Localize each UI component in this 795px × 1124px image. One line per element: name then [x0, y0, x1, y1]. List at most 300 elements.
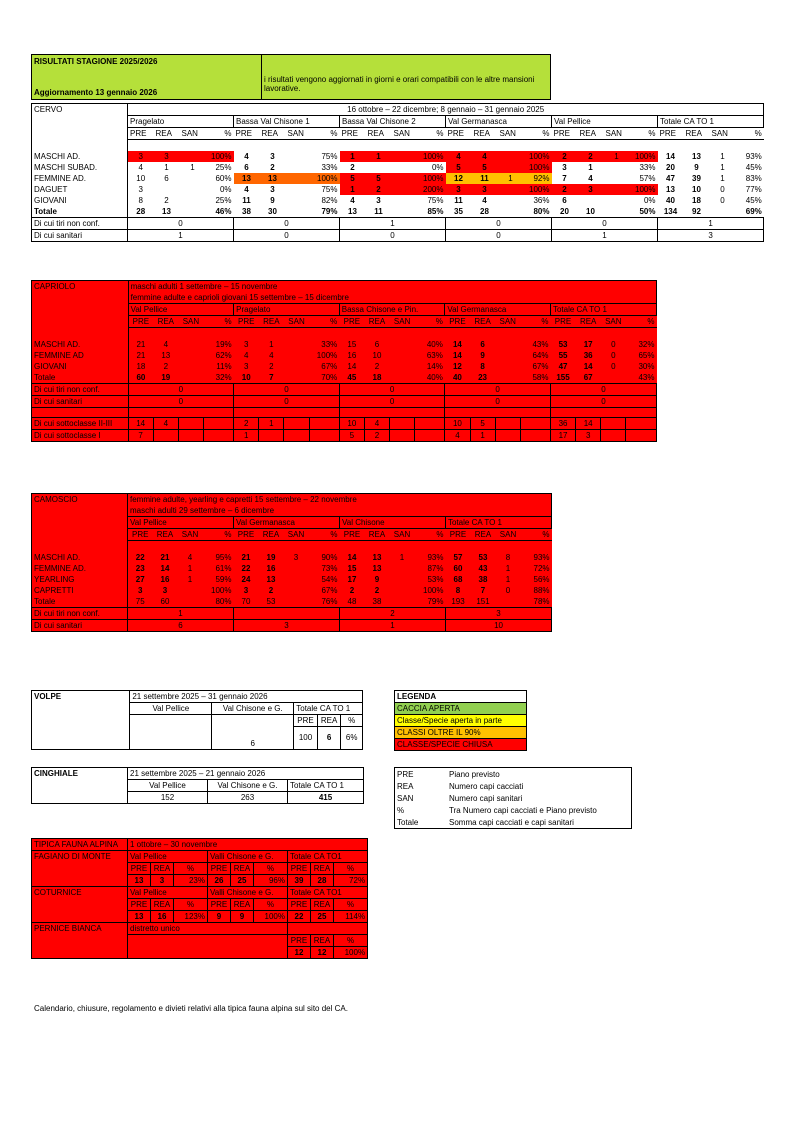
camoscio-cell: [390, 585, 415, 596]
camoscio-cell: [284, 574, 309, 585]
cervo-cell: 13: [234, 173, 260, 184]
cervo-cell: 33%: [630, 162, 658, 173]
capriolo-sotto-cell: 4: [153, 418, 178, 430]
cell: [178, 418, 203, 430]
camoscio-cell: [284, 596, 309, 608]
camoscio-cell: 87%: [415, 563, 446, 574]
cervo-cell: [604, 162, 630, 173]
col-header: SAN: [286, 128, 312, 140]
capriolo-cell: 4: [153, 339, 178, 350]
camoscio-sub-cell: 10: [446, 620, 552, 632]
camoscio-cell: 13: [365, 552, 390, 563]
col-header: SAN: [710, 128, 736, 140]
cervo-cell: 100%: [524, 162, 552, 173]
table-row: [32, 430, 657, 442]
camoscio-cell: 1: [178, 574, 203, 585]
col-header: SAN: [498, 128, 524, 140]
cervo-cell: 10: [684, 184, 710, 195]
cervo-cell: 47: [658, 173, 684, 184]
cell: [128, 140, 154, 152]
col-header: REA: [231, 863, 254, 875]
cervo-cell: 3: [260, 151, 286, 162]
cervo-cell: [286, 173, 312, 184]
coturnice-cell: 13: [128, 911, 151, 923]
cervo-cell: [286, 151, 312, 162]
camoscio-cell: [496, 596, 521, 608]
table-row: [395, 780, 632, 792]
cervo-cell: 0: [710, 184, 736, 195]
camoscio-cell: 3: [234, 585, 259, 596]
camoscio-table: [31, 493, 552, 632]
cell: [154, 140, 180, 152]
col-header: PRE: [208, 863, 231, 875]
table-row: [32, 339, 657, 350]
cervo-cell: [286, 195, 312, 206]
season-title: RISULTATI STAGIONE 2025/2026: [34, 57, 158, 66]
camoscio-sub-label: Di cui tiri non conf.: [32, 608, 128, 620]
cell: [415, 418, 445, 430]
capriolo-cell: [284, 339, 309, 350]
capriolo-cell: [495, 350, 520, 361]
camoscio-cell: 1: [178, 563, 203, 574]
coturnice-cell: 25: [311, 911, 334, 923]
capriolo-sub-label: Di cui sanitari: [32, 396, 129, 408]
capriolo-sotto-cell: 2: [364, 430, 389, 442]
col-header: SAN: [390, 316, 415, 328]
cell: [32, 875, 128, 887]
capriolo-cell: 12: [445, 361, 470, 372]
col-header: REA: [471, 529, 496, 541]
fagiano-area-1: Valli Chisone e G.: [208, 851, 288, 863]
cervo-row-label: Totale: [32, 206, 128, 218]
capriolo-cell: 14: [339, 361, 364, 372]
cervo-cell: 1: [710, 162, 736, 173]
coturnice-cell: 123%: [174, 911, 208, 923]
camoscio-cell: 68: [446, 574, 471, 585]
camoscio-cell: 48: [340, 596, 365, 608]
cervo-cell: 1: [340, 184, 366, 195]
table-row: [32, 608, 552, 620]
cell: [630, 140, 658, 152]
camoscio-cell: 70: [234, 596, 259, 608]
cell: [284, 328, 309, 340]
capriolo-sub-cell: 0: [550, 396, 656, 408]
col-header: PRE: [128, 863, 151, 875]
table-row: [32, 372, 657, 384]
table-row: [32, 173, 764, 184]
col-header: REA: [259, 316, 284, 328]
cell: [550, 328, 575, 340]
camoscio-cell: 15: [340, 563, 365, 574]
camoscio-cell: [284, 585, 309, 596]
cell: [32, 863, 128, 875]
capriolo-sub-cell: 0: [445, 384, 551, 396]
col-header: PRE: [234, 128, 260, 140]
cervo-cell: 75%: [312, 151, 340, 162]
cell: [288, 923, 368, 935]
cervo-area-3: Val Germanasca: [446, 116, 552, 128]
cell: [366, 140, 392, 152]
camoscio-cell: 67%: [309, 585, 340, 596]
cervo-cell: 20: [552, 206, 578, 218]
capriolo-period-1: maschi adulti 1 settembre – 15 novembre: [128, 281, 656, 293]
capriolo-cell: 15: [339, 339, 364, 350]
capriolo-sotto-label: Di cui sottoclasse II-III: [32, 418, 129, 430]
capriolo-cell: 2: [153, 361, 178, 372]
camoscio-cell: 61%: [203, 563, 234, 574]
camoscio-cell: 14: [153, 563, 178, 574]
camoscio-period-2: maschi adulti 29 settembre – 6 dicembre: [128, 505, 552, 517]
col-header: REA: [578, 128, 604, 140]
cervo-cell: [604, 184, 630, 195]
capriolo-cell: 1: [259, 339, 284, 350]
abbrev-desc: Piano previsto: [449, 769, 500, 779]
cervo-cell: [286, 184, 312, 195]
capriolo-cell: 100%: [309, 350, 339, 361]
cervo-cell: 93%: [736, 151, 764, 162]
cervo-cell: 85%: [418, 206, 446, 218]
col-header: SAN: [284, 529, 309, 541]
capriolo-sotto-cell: 4: [445, 430, 470, 442]
cervo-area-0: Pragelato: [128, 116, 234, 128]
cell: [472, 140, 498, 152]
col-header: PRE: [128, 316, 153, 328]
camoscio-cell: 59%: [203, 574, 234, 585]
cell: [32, 292, 129, 304]
volpe-period: 21 settembre 2025 – 31 gennaio 2026: [130, 691, 363, 703]
capriolo-cell: [178, 361, 203, 372]
capriolo-cell: 14: [576, 361, 601, 372]
cell: [390, 418, 415, 430]
camoscio-cell: 38: [471, 574, 496, 585]
camoscio-cell: 16: [153, 574, 178, 585]
cell: [178, 430, 203, 442]
cervo-cell: 9: [260, 195, 286, 206]
table-row: [32, 350, 657, 361]
col-header: PRE: [552, 128, 578, 140]
col-header: PRE: [208, 899, 231, 911]
capriolo-row-label: Totale: [32, 372, 129, 384]
capriolo-cell: 10: [364, 350, 389, 361]
capriolo-row-label: GIOVANI: [32, 361, 129, 372]
capriolo-title: CAPRIOLO: [32, 281, 129, 293]
col-header: PRE: [446, 128, 472, 140]
camoscio-cell: 1: [496, 574, 521, 585]
capriolo-cell: 60: [128, 372, 153, 384]
cell: [471, 541, 496, 553]
capriolo-sotto-cell: 17: [550, 430, 575, 442]
col-header: SAN: [495, 316, 520, 328]
pernice-cell: 100%: [334, 947, 368, 959]
cervo-cell: [180, 195, 206, 206]
table-row: [32, 304, 657, 316]
fagiano-area-0: Val Pellice: [128, 851, 208, 863]
capriolo-cell: [284, 361, 309, 372]
camoscio-cell: 1: [496, 563, 521, 574]
col-header: PRE: [340, 529, 365, 541]
table-row: [32, 140, 764, 152]
capriolo-cell: 40: [445, 372, 470, 384]
cervo-sub-label: Di cui tiri non conf.: [32, 218, 128, 230]
coturnice-label: COTURNICE: [32, 887, 128, 899]
camoscio-cell: 78%: [521, 596, 552, 608]
cell: [153, 328, 178, 340]
camoscio-cell: 3: [284, 552, 309, 563]
table-row: [32, 563, 552, 574]
cell: [234, 140, 260, 152]
col-header: PRE: [288, 863, 311, 875]
camoscio-cell: 8: [446, 585, 471, 596]
cervo-cell: 9: [684, 162, 710, 173]
table-row: [395, 804, 632, 816]
cervo-cell: 13: [260, 173, 286, 184]
table-row: [32, 328, 657, 340]
col-header: SAN: [601, 316, 626, 328]
camoscio-period-1: femmine adulte, yearling e capretti 15 settembre – 22 novembre: [128, 494, 552, 506]
capriolo-cell: [178, 339, 203, 350]
capriolo-cell: [390, 350, 415, 361]
cervo-cell: 2: [340, 162, 366, 173]
table-row: [32, 887, 368, 899]
cell: [284, 430, 309, 442]
col-header: PRE: [234, 316, 259, 328]
capriolo-sotto-cell: 1: [234, 430, 259, 442]
header-box: [31, 54, 551, 100]
volpe-col-pct: %: [341, 715, 363, 727]
capriolo-sotto-label: Di cui sottoclasse I: [32, 430, 129, 442]
footer-note: Calendario, chiusure, regolamento e divieti relativi alla tipica fauna alpina sul sito del CA.: [34, 1004, 348, 1013]
cell: [550, 408, 656, 418]
capriolo-cell: 3: [234, 339, 259, 350]
cervo-sub-label: Di cui sanitari: [32, 230, 128, 242]
col-header: REA: [365, 529, 390, 541]
abbrev-key: %: [397, 805, 405, 815]
cell: [495, 430, 520, 442]
tipica-title: TIPICA FAUNA ALPINA: [32, 839, 128, 851]
abbrev-key: Totale: [397, 817, 419, 827]
col-header: PRE: [128, 529, 153, 541]
col-header: PRE: [128, 128, 154, 140]
table-row: [32, 899, 368, 911]
legenda-chiusa: CLASSE/SPECIE CHIUSA: [395, 739, 527, 751]
cell: [446, 140, 472, 152]
capriolo-cell: 43%: [520, 339, 550, 350]
cervo-sub-cell: 0: [234, 230, 340, 242]
coturnice-cell: 9: [231, 911, 254, 923]
cervo-cell: 18: [684, 195, 710, 206]
table-row: [32, 361, 657, 372]
capriolo-cell: 17: [576, 339, 601, 350]
capriolo-cell: 4: [234, 350, 259, 361]
tipica-table: [31, 838, 368, 959]
camoscio-sub-cell: 3: [446, 608, 552, 620]
col-header: REA: [154, 128, 180, 140]
col-header: REA: [311, 935, 334, 947]
abbrev-desc: Numero capi sanitari: [449, 793, 523, 803]
cervo-cell: 3: [260, 184, 286, 195]
cervo-cell: [710, 206, 736, 218]
camoscio-cell: 14: [340, 552, 365, 563]
cervo-row-label: FEMMINE AD.: [32, 173, 128, 184]
table-row: [32, 384, 657, 396]
cell: [445, 408, 551, 418]
capriolo-cell: 14: [445, 350, 470, 361]
table-row: [395, 792, 632, 804]
cervo-cell: 100%: [524, 184, 552, 195]
cervo-cell: 3: [578, 184, 604, 195]
capriolo-sotto-cell: 14: [576, 418, 601, 430]
col-header: %: [626, 316, 657, 328]
camoscio-cell: 0: [496, 585, 521, 596]
cell: [32, 899, 128, 911]
capriolo-cell: [390, 372, 415, 384]
cell: [309, 430, 339, 442]
cervo-table: [31, 103, 764, 242]
col-header: REA: [151, 863, 174, 875]
cell: [415, 430, 445, 442]
cervo-cell: 1: [340, 151, 366, 162]
volpe-area-chisone: Val Chisone e G.: [212, 703, 294, 715]
cell: [32, 911, 128, 923]
table-row: [32, 596, 552, 608]
camoscio-cell: [178, 596, 203, 608]
cervo-cell: 28: [472, 206, 498, 218]
col-header: REA: [470, 316, 495, 328]
table-row: [395, 768, 632, 781]
camoscio-cell: 2: [259, 585, 284, 596]
col-header: REA: [259, 529, 284, 541]
capriolo-cell: 11%: [204, 361, 234, 372]
cervo-cell: 75%: [418, 195, 446, 206]
cervo-cell: 3: [472, 184, 498, 195]
col-header: SAN: [390, 529, 415, 541]
cervo-cell: 38: [234, 206, 260, 218]
capriolo-cell: 155: [550, 372, 575, 384]
col-header: REA: [311, 899, 334, 911]
cell: [32, 947, 128, 959]
capriolo-sub-cell: 0: [550, 384, 656, 396]
cell: [415, 328, 445, 340]
cell: [203, 541, 234, 553]
cervo-cell: 35: [446, 206, 472, 218]
legenda-aperta-in-parte: Classe/Specie aperta in parte: [395, 715, 527, 727]
cervo-sub-cell: 0: [234, 218, 340, 230]
volpe-area-pellice: Val Pellice: [130, 703, 212, 715]
camoscio-area-2: Val Chisone: [340, 517, 446, 529]
cell: [495, 418, 520, 430]
cervo-cell: 50%: [630, 206, 658, 218]
cell: [204, 418, 234, 430]
cell: [32, 128, 128, 140]
cervo-cell: 40: [658, 195, 684, 206]
cervo-area-5: Totale CA TO 1: [658, 116, 764, 128]
capriolo-sotto-cell: 5: [339, 430, 364, 442]
col-header: %: [334, 935, 368, 947]
cervo-area-4: Val Pellice: [552, 116, 658, 128]
cell: [234, 328, 259, 340]
capriolo-cell: 14%: [415, 361, 445, 372]
col-header: SAN: [392, 128, 418, 140]
cell: [495, 328, 520, 340]
cervo-cell: 6: [154, 173, 180, 184]
capriolo-cell: 9: [470, 350, 495, 361]
capriolo-cell: [178, 372, 203, 384]
table-row: [32, 541, 552, 553]
capriolo-area-3: Val Germanasca: [445, 304, 551, 316]
capriolo-sotto-cell: [259, 430, 284, 442]
table-row: [32, 316, 657, 328]
camoscio-cell: 3: [153, 585, 178, 596]
cervo-cell: 1: [366, 151, 392, 162]
cell: [601, 430, 626, 442]
table-row: [32, 116, 764, 128]
camoscio-title: CAMOSCIO: [32, 494, 128, 506]
table-row: [32, 620, 552, 632]
cell: [32, 408, 129, 418]
cinghiale-area-pellice: Val Pellice: [128, 780, 208, 792]
col-header: %: [415, 529, 446, 541]
capriolo-cell: 30%: [626, 361, 657, 372]
cervo-cell: 2: [578, 151, 604, 162]
col-header: REA: [153, 316, 178, 328]
cell: [178, 541, 203, 553]
cervo-cell: [498, 206, 524, 218]
cervo-cell: 200%: [418, 184, 446, 195]
capriolo-cell: 3: [234, 361, 259, 372]
capriolo-cell: 67%: [309, 361, 339, 372]
cell: [32, 505, 128, 517]
camoscio-cell: 93%: [415, 552, 446, 563]
capriolo-cell: 58%: [520, 372, 550, 384]
coturnice-area-2: Totale CA TO1: [288, 887, 368, 899]
camoscio-sub-cell: 6: [128, 620, 234, 632]
cervo-cell: 1: [180, 162, 206, 173]
camoscio-row-label: FEMMINE AD.: [32, 563, 128, 574]
capriolo-row-label: MASCHI AD.: [32, 339, 129, 350]
coturnice-area-1: Valli Chisone e G.: [208, 887, 288, 899]
camoscio-cell: 43: [471, 563, 496, 574]
cervo-cell: 13: [340, 206, 366, 218]
cinghiale-period: 21 settembre 2025 – 21 gennaio 2026: [128, 768, 364, 780]
capriolo-cell: 65%: [626, 350, 657, 361]
cervo-cell: [180, 184, 206, 195]
cervo-cell: [578, 195, 604, 206]
abbrev-desc: Numero capi cacciati: [449, 781, 524, 791]
col-header: PRE: [234, 529, 259, 541]
cervo-sub-cell: 0: [340, 230, 446, 242]
camoscio-cell: [390, 574, 415, 585]
table-row: [32, 552, 552, 563]
table-row: [32, 195, 764, 206]
cervo-cell: 4: [578, 173, 604, 184]
table-row: [32, 162, 764, 173]
capriolo-cell: 7: [259, 372, 284, 384]
col-header: PRE: [445, 316, 470, 328]
update-date: Aggiornamento 13 gennaio 2026: [34, 88, 158, 97]
cell: [364, 328, 389, 340]
cell: [32, 328, 129, 340]
cell: [415, 541, 446, 553]
col-header: PRE: [550, 316, 575, 328]
camoscio-cell: 72%: [521, 563, 552, 574]
table-row: [32, 574, 552, 585]
cervo-cell: [392, 206, 418, 218]
camoscio-row-label: YEARLING: [32, 574, 128, 585]
capriolo-cell: 67: [576, 372, 601, 384]
cervo-cell: 60%: [206, 173, 234, 184]
fagiano-cell: 96%: [254, 875, 288, 887]
col-header: %: [309, 316, 339, 328]
